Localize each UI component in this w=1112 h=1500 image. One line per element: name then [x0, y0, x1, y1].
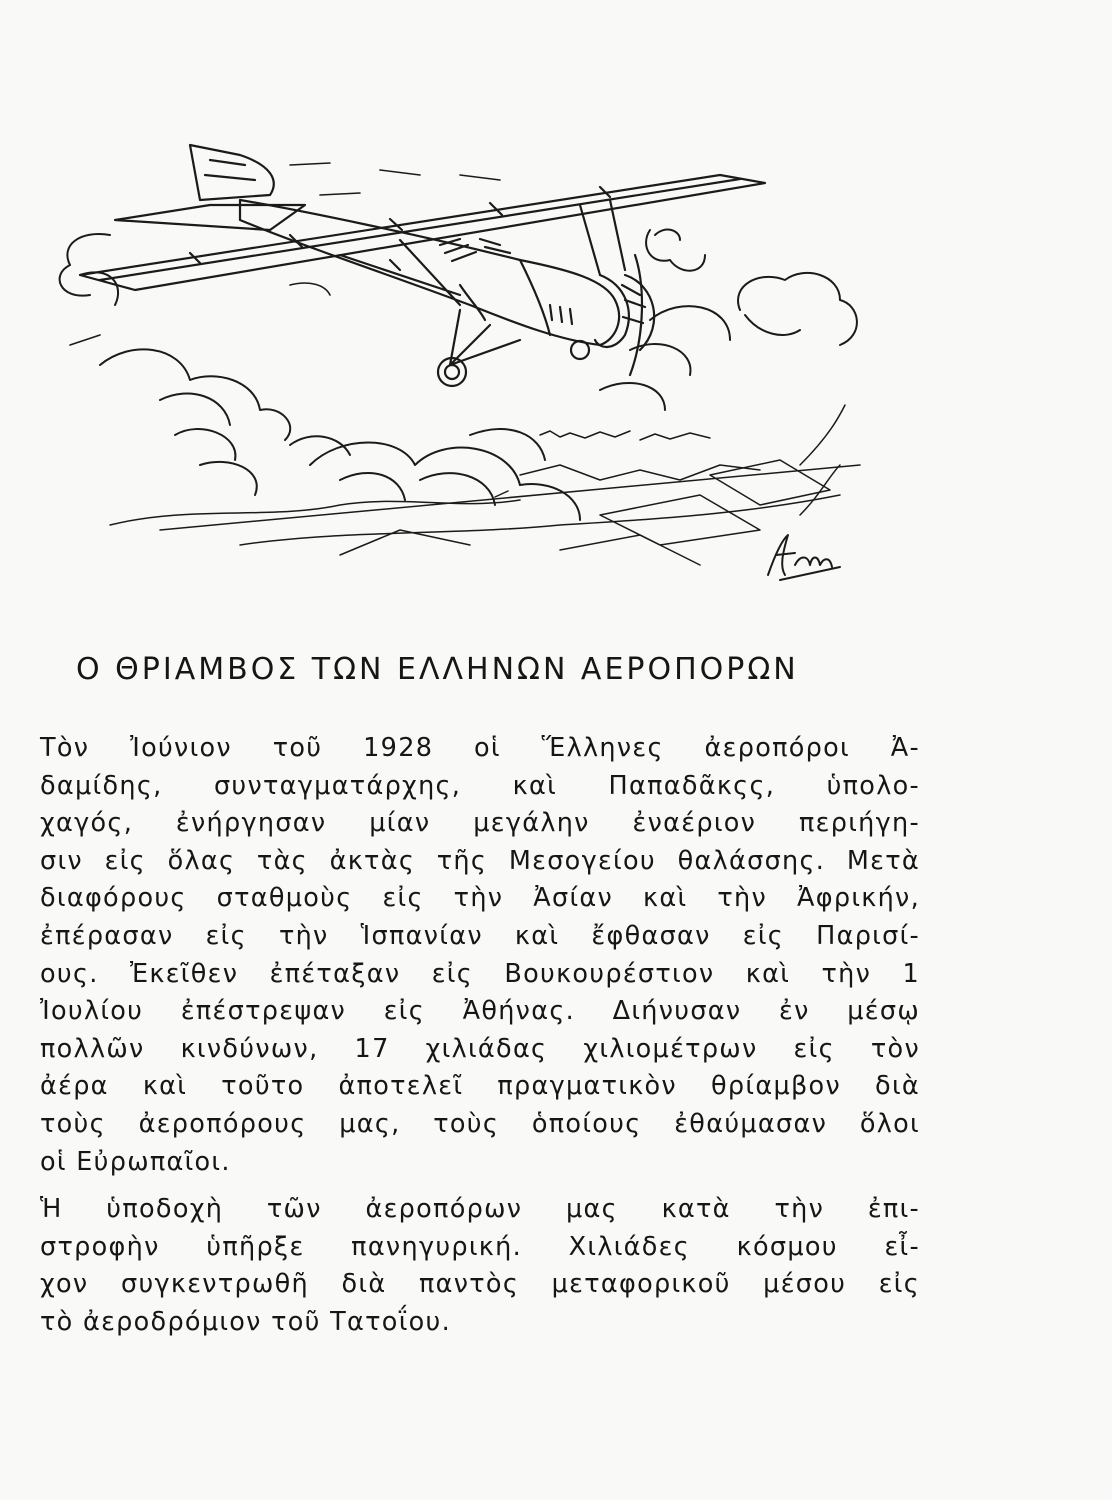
airplane-illustration [40, 135, 880, 590]
text-line: Ἡ ὑποδοχὴ τῶν ἀεροπόρων μας κατὰ τὴν ἐπι- [40, 1194, 920, 1225]
paragraph-1 [40, 730, 920, 1181]
motion-lines [70, 163, 500, 345]
article-body [40, 730, 920, 1342]
text-line: πολλῶν κινδύνων, 17 χιλιάδας χιλιομέτρων εἰς τὸν [40, 1033, 920, 1064]
text-line: διαφόρους σταθμοὺς εἰς τὴν Ἀσίαν καὶ τὴν Ἀφρικήν, [40, 883, 920, 914]
text-line: τὸ ἀεροδρόμιον τοῦ Τατοΐου. [40, 1306, 451, 1337]
text-line: ἀέρα καὶ τοῦτο ἀποτελεῖ πραγματικὸν θρίαμβον διὰ [40, 1071, 920, 1102]
text-line: οἱ Εὐρωπαῖοι. [40, 1146, 231, 1177]
text-line: ἐπέρασαν εἰς τὴν Ἱσπανίαν καὶ ἔφθασαν εἰς Παρισί- [40, 920, 920, 951]
cloud-center [310, 429, 580, 520]
article-title: Ο ΘΡΙΑΜΒΟΣ ΤΩΝ ΕΛΛΗΝΩΝ ΑΕΡΟΠΟΡΩΝ [76, 652, 799, 687]
text-line: χον συγκεντρωθῆ διὰ παντὸς μεταφορικοῦ μέσου εἰς [40, 1269, 920, 1300]
text-line: Τὸν Ἰούνιον τοῦ 1928 οἱ Ἕλληνες ἀεροπόροι Ἀ- [40, 733, 920, 763]
cloud-left [60, 234, 350, 495]
text-line: στροφὴν ὑπῆρξε πανηγυρική. Χιλιάδες κόσμου εἶ- [40, 1231, 920, 1262]
text-line: σιν εἰς ὅλας τὰς ἀκτὰς τῆς Μεσογείου θαλάσσης. Μετὰ [40, 845, 920, 876]
text-line: τοὺς ἀεροπόρους μας, τοὺς ὁποίους ἐθαύμασαν ὅλοι [40, 1108, 920, 1139]
paragraph-2 [40, 1191, 920, 1341]
text-line: δαμίδης, συνταγματάρχης, καὶ Παπαδᾶκςς, ὑπολο- [40, 770, 920, 801]
paragraph-spacer [40, 1181, 920, 1191]
text-line: χαγός, ἐνήργησαν μίαν μεγάλην ἐναέριον περιήγη- [40, 808, 920, 839]
text-line: Ἰουλίου ἐπέστρεψαν εἰς Ἀθήνας. Διήνυσαν ἐν μέσῳ [40, 996, 920, 1027]
cloud-right [600, 230, 857, 410]
biplane [80, 145, 765, 386]
artist-signature [768, 535, 840, 580]
text-line: ους. Ἐκεῖθεν ἐπέταξαν εἰς Βουκουρέστιον καὶ τὴν 1 [40, 958, 920, 989]
